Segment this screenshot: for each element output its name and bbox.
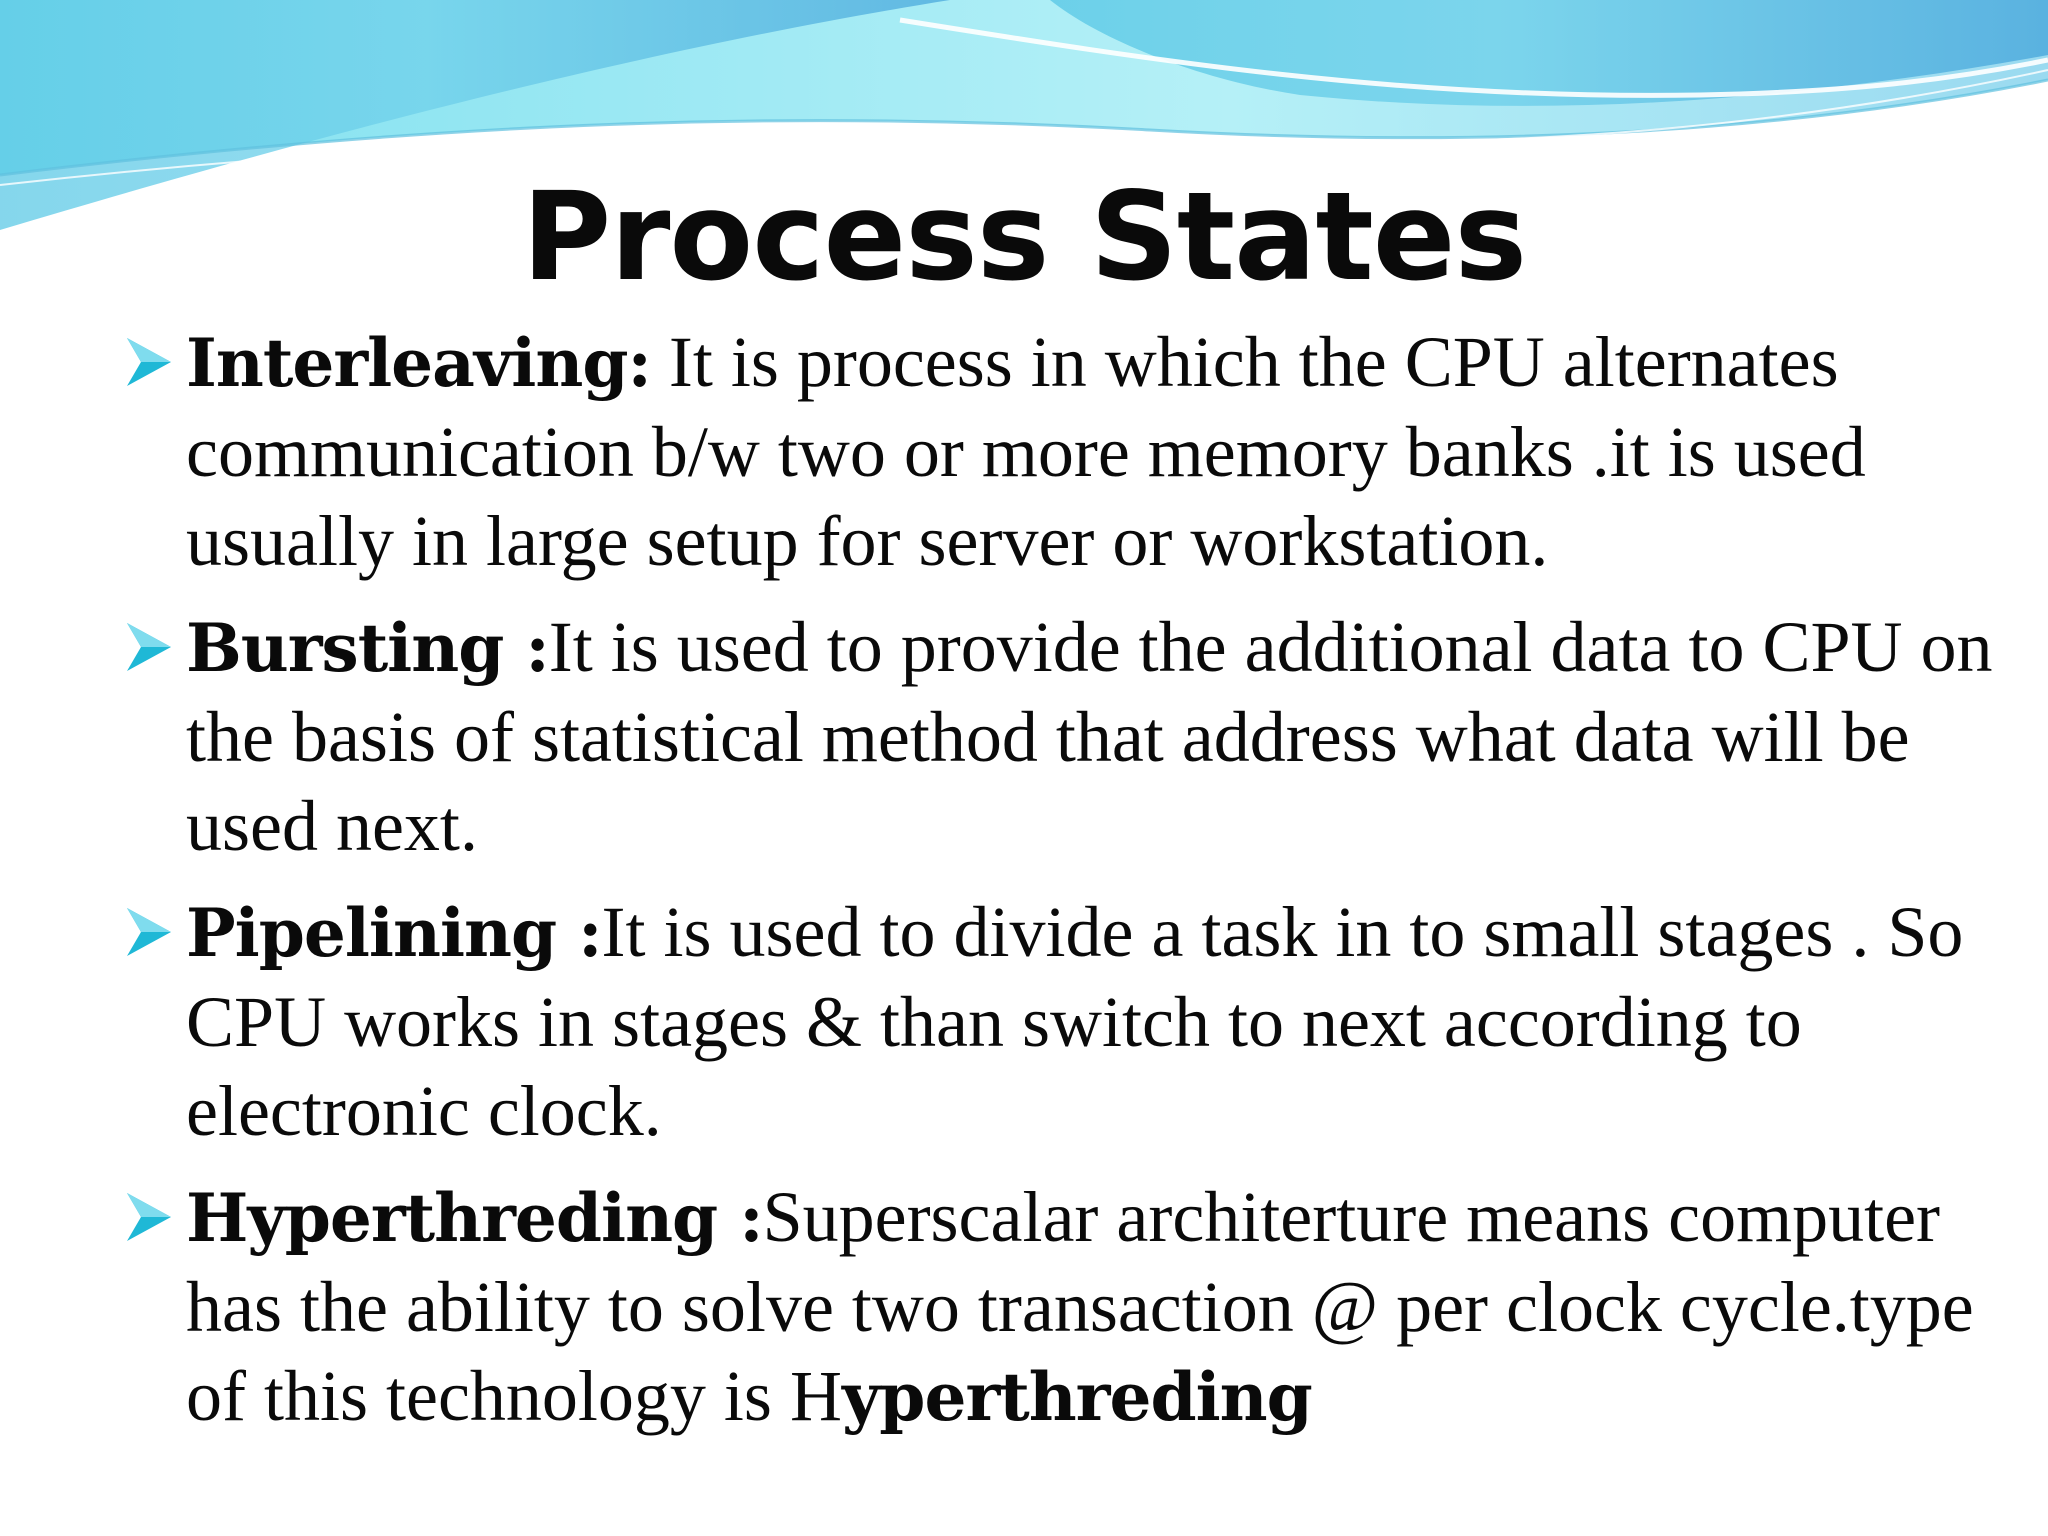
bullet-text: It is used to divide a task in to small stages . So CPU works in stages & than switch to next according to electronic clock. [186,892,1964,1151]
bullet-term: Hyperthreding : [186,1179,763,1257]
bullet-text: It is process in which the CPU alternates communication b/w two or more memory banks .it is used usually in large setup for server or workstation. [186,322,1866,581]
bullet-interleaving [125,318,2005,586]
bullet-text: Superscalar architerture means computer has the ability to solve two transaction @ per clock cycle.type of this technology is H [186,1177,1974,1436]
bullet-text: It is used to provide the additional data to CPU on the basis of statistical method that address what data will be used next. [186,607,1993,866]
arrow-bullet-icon [125,1191,173,1243]
bullet-term: Bursting : [186,609,549,687]
arrow-bullet-icon [125,336,173,388]
bullet-list [125,318,2005,1459]
bullet-emphasis: yperthreding [841,1358,1312,1436]
slide-title: Process States [521,166,1527,308]
bullet-term: Pipelining : [186,894,602,972]
arrow-bullet-icon [125,621,173,673]
bullet-term: Interleaving: [186,324,651,402]
bullet-pipelining [125,888,2005,1156]
bullet-bursting [125,603,2005,871]
arrow-bullet-icon [125,906,173,958]
bullet-hyperthreding [125,1173,2005,1442]
